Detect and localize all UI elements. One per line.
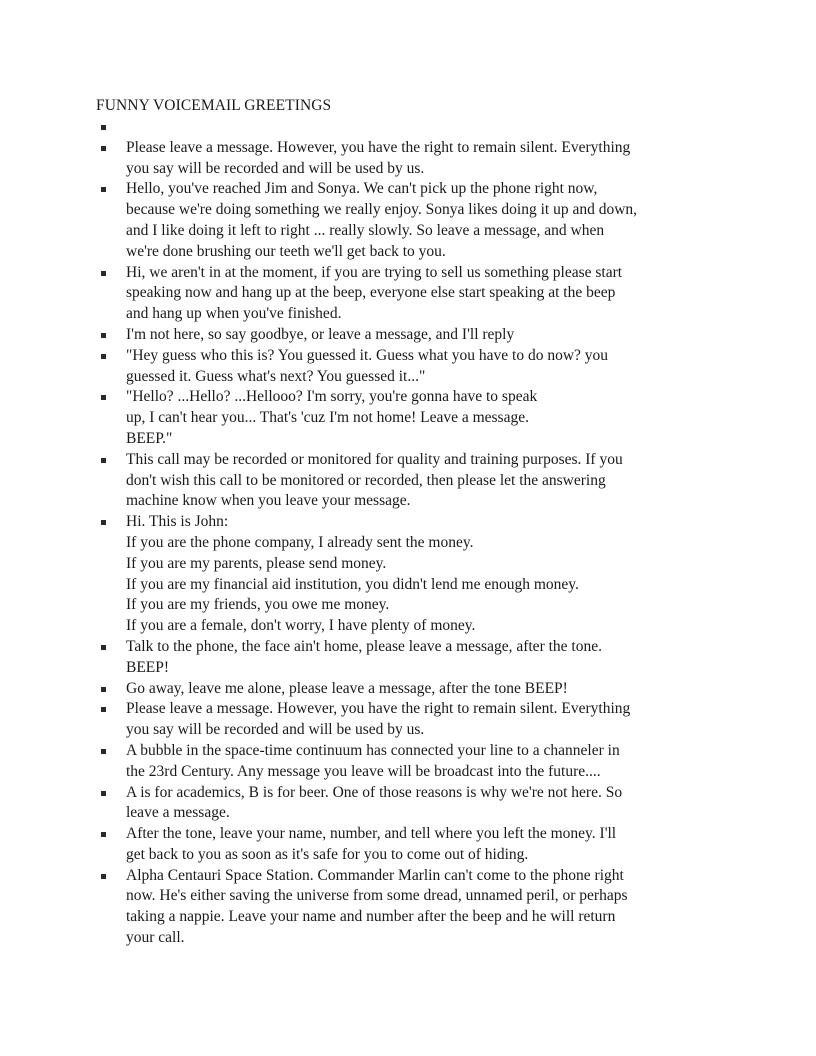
list-item-line: Talk to the phone, the face ain't home, please leave a message, after the tone. bbox=[126, 637, 602, 655]
list-item bbox=[96, 387, 724, 449]
list-item-line: taking a nappie. Leave your name and number after the beep and he will return bbox=[126, 908, 616, 926]
list-item-line: get back to you as soon as it's safe for you to come out of hiding. bbox=[126, 845, 529, 863]
list-item-line bbox=[126, 117, 724, 138]
list-item-line: After the tone, leave your name, number, and tell where you left the money. I'll bbox=[126, 825, 617, 843]
list-item-line: This call may be recorded or monitored for quality and training purposes. If you bbox=[126, 450, 623, 468]
list-item-line: and hang up when you've finished. bbox=[126, 305, 342, 323]
list-item-line: "Hello? ...Hello? ...Hellooo? I'm sorry, you're gonna have to speak bbox=[126, 388, 538, 406]
square-bullet-icon bbox=[101, 520, 106, 525]
square-bullet-icon bbox=[101, 458, 106, 463]
list-item bbox=[96, 679, 724, 700]
square-bullet-icon bbox=[101, 645, 106, 650]
list-item-line: we're done brushing our teeth we'll get back to you. bbox=[126, 242, 446, 260]
document-title: FUNNY VOICEMAIL GREETINGS bbox=[96, 97, 332, 114]
list-item bbox=[96, 824, 724, 866]
list-item-line: you say will be recorded and will be used by us. bbox=[126, 721, 425, 739]
square-bullet-icon bbox=[101, 354, 106, 359]
square-bullet-icon bbox=[101, 791, 106, 796]
list-item bbox=[96, 346, 724, 388]
list-item-line: speaking now and hang up at the beep, everyone else start speaking at the beep bbox=[126, 284, 616, 302]
list-item bbox=[96, 325, 724, 346]
list-item bbox=[96, 263, 724, 325]
list-item-line: I'm not here, so say goodbye, or leave a message, and I'll reply bbox=[126, 325, 515, 343]
list-item-line: don't wish this call to be monitored or recorded, then please let the answering bbox=[126, 471, 606, 489]
list-item-line: If you are my parents, please send money. bbox=[126, 554, 387, 572]
list-item bbox=[96, 179, 724, 262]
list-item-line: now. He's either saving the universe from some dread, unnamed peril, or perhaps bbox=[126, 887, 628, 905]
list-item-line: your call. bbox=[126, 929, 185, 947]
square-bullet-icon bbox=[101, 874, 106, 879]
list-item-line: If you are my friends, you owe me money. bbox=[126, 596, 390, 614]
list-item bbox=[96, 138, 724, 180]
list-item-line: If you are my financial aid institution, you didn't lend me enough money. bbox=[126, 575, 579, 593]
square-bullet-icon bbox=[101, 333, 106, 338]
list-item-line: guessed it. Guess what's next? You guessed it..." bbox=[126, 367, 426, 385]
list-item-line: and I like doing it left to right ... really slowly. So leave a message, and when bbox=[126, 221, 605, 239]
list-item-line: Alpha Centauri Space Station. Commander Marlin can't come to the phone right bbox=[126, 866, 624, 884]
list-item-line: Please leave a message. However, you have the right to remain silent. Everything bbox=[126, 700, 631, 718]
list-item-line: BEEP." bbox=[126, 429, 173, 447]
list-item-line: Go away, leave me alone, please leave a message, after the tone BEEP! bbox=[126, 679, 568, 697]
square-bullet-icon bbox=[101, 187, 106, 192]
greetings-list bbox=[96, 117, 724, 949]
list-item-line: you say will be recorded and will be used by us. bbox=[126, 159, 425, 177]
square-bullet-icon bbox=[101, 271, 106, 276]
list-item-line: If you are a female, don't worry, I have plenty of money. bbox=[126, 617, 476, 635]
list-item-line: because we're doing something we really enjoy. Sonya likes doing it up and down, bbox=[126, 201, 638, 219]
list-item-line: Hello, you've reached Jim and Sonya. We can't pick up the phone right now, bbox=[126, 180, 598, 198]
list-item bbox=[96, 741, 724, 783]
list-item-line: "Hey guess who this is? You guessed it. Guess what you have to do now? you bbox=[126, 346, 609, 364]
list-item-line: A is for academics, B is for beer. One of those reasons is why we're not here. So bbox=[126, 783, 623, 801]
square-bullet-icon bbox=[101, 832, 106, 837]
list-item-line: Please leave a message. However, you have the right to remain silent. Everything bbox=[126, 138, 631, 156]
list-item-line: Hi, we aren't in at the moment, if you are trying to sell us something please start bbox=[126, 263, 623, 281]
list-item-line: A bubble in the space-time continuum has connected your line to a channeler in bbox=[126, 741, 620, 759]
square-bullet-icon bbox=[101, 707, 106, 712]
list-item bbox=[96, 512, 724, 637]
list-item-line: up, I can't hear you... That's 'cuz I'm not home! Leave a message. bbox=[126, 409, 529, 427]
list-item bbox=[96, 117, 724, 138]
list-item-line: machine know when you leave your message. bbox=[126, 492, 411, 510]
square-bullet-icon bbox=[101, 146, 106, 151]
list-item bbox=[96, 699, 724, 741]
list-item bbox=[96, 637, 724, 679]
list-item-line: BEEP! bbox=[126, 658, 170, 676]
list-item-line: leave a message. bbox=[126, 804, 230, 822]
list-item-line: If you are the phone company, I already sent the money. bbox=[126, 533, 474, 551]
square-bullet-icon bbox=[101, 125, 106, 130]
list-item-line: Hi. This is John: bbox=[126, 513, 229, 531]
square-bullet-icon bbox=[101, 395, 106, 400]
square-bullet-icon bbox=[101, 749, 106, 754]
list-item-line: the 23rd Century. Any message you leave will be broadcast into the future.... bbox=[126, 762, 601, 780]
list-item bbox=[96, 783, 724, 825]
list-item bbox=[96, 450, 724, 512]
square-bullet-icon bbox=[101, 687, 106, 692]
list-item bbox=[96, 866, 724, 949]
